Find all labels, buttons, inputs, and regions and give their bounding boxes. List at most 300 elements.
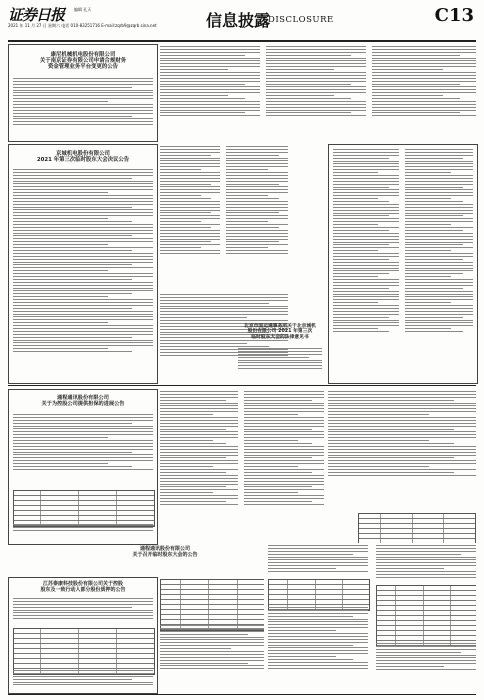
text-line (244, 455, 324, 456)
table-cell (117, 506, 154, 510)
text-line (13, 454, 153, 455)
text-line (226, 160, 288, 161)
text-line (13, 256, 153, 257)
table-cell (377, 621, 396, 625)
text-line (226, 152, 288, 153)
text-line (268, 571, 368, 572)
text-line (160, 400, 226, 401)
text-line (13, 192, 108, 193)
text-line (160, 429, 226, 430)
text-line (226, 178, 288, 179)
notice-title-d: 通程通讯股份有限公司 关于为控股公司提供担保的进展公告 (41, 395, 125, 407)
text-line (226, 158, 288, 159)
text-line (160, 52, 260, 53)
section-title: 信息披露 (206, 11, 271, 30)
table-cell (377, 586, 396, 590)
table-cell (238, 590, 264, 594)
text-line (226, 221, 268, 222)
text-line (13, 428, 153, 429)
text-line (226, 169, 268, 170)
table-cell (14, 634, 41, 638)
text-line (13, 175, 153, 176)
text-line (160, 66, 260, 67)
text-line (160, 158, 220, 159)
text-line (13, 110, 153, 111)
text-line (160, 431, 238, 432)
text-line (405, 184, 473, 185)
text-line (13, 351, 132, 352)
text-line (376, 646, 476, 647)
text-line (333, 239, 399, 240)
table-cell (424, 611, 451, 615)
table-cell (288, 590, 315, 594)
table-cell (316, 580, 343, 584)
text-line (226, 244, 288, 245)
text-line (238, 357, 309, 358)
text-line (244, 420, 324, 421)
notice-title-b: 京城机电股份有限公司 2021 年第三次临时股东大会决议公告 (36, 151, 130, 164)
table-cell (41, 496, 79, 500)
text-line (376, 551, 476, 552)
table-cell (41, 491, 79, 495)
text-line (160, 201, 220, 202)
text-line (376, 557, 476, 558)
text-line (13, 322, 108, 323)
text-line (333, 279, 399, 280)
text-line (372, 92, 476, 93)
table-cell (14, 506, 41, 510)
table-cell (14, 654, 41, 658)
text-line (244, 501, 312, 502)
text-line (244, 489, 324, 490)
text-line (266, 101, 366, 102)
table-cell (181, 600, 209, 604)
text-line (266, 63, 366, 64)
text-line (13, 302, 153, 303)
text-line (405, 215, 463, 216)
text-line (13, 615, 153, 616)
text-line (13, 598, 153, 599)
text-line (405, 262, 473, 263)
text-line (405, 195, 473, 196)
text-line (160, 434, 238, 435)
text-line (266, 89, 366, 90)
text-line (244, 492, 298, 493)
text-line (13, 244, 108, 245)
text-line (226, 212, 279, 213)
text-line (13, 235, 132, 236)
text-line (405, 305, 473, 306)
text-line (226, 166, 288, 167)
text-line (13, 328, 153, 329)
text-line (160, 437, 238, 438)
text-line (13, 172, 153, 173)
text-line (405, 230, 463, 231)
text-line (160, 224, 220, 225)
notice-body-c (238, 348, 322, 371)
text-line (266, 86, 366, 87)
text-line (226, 207, 288, 208)
text-line (160, 306, 288, 307)
text-line (333, 265, 399, 266)
text-line (405, 270, 473, 271)
text-line (160, 423, 238, 424)
text-line (13, 181, 153, 182)
text-line (13, 227, 153, 228)
table-cell (451, 611, 476, 615)
text-line (160, 192, 220, 193)
text-line (372, 49, 476, 50)
table-cell (79, 491, 117, 495)
text-line (13, 285, 153, 286)
table-cell (117, 654, 154, 658)
text-line (13, 95, 153, 96)
text-line (333, 299, 399, 300)
table-cell (381, 524, 413, 528)
text-line (13, 121, 153, 122)
text-line (160, 152, 220, 153)
table-cell (41, 644, 79, 648)
text-line (405, 282, 473, 283)
table-cell (14, 659, 41, 663)
table-cell (451, 616, 476, 620)
text-line (333, 244, 389, 245)
text-line (372, 107, 476, 108)
text-line (160, 160, 220, 161)
text-line (13, 224, 153, 225)
body-column (372, 46, 476, 118)
text-line (328, 455, 476, 456)
text-line (13, 524, 153, 525)
table-cell (14, 491, 41, 495)
table-cell (424, 591, 451, 595)
text-line (376, 655, 476, 656)
notice-right-column (328, 144, 478, 384)
table-cell (79, 634, 117, 638)
text-line (244, 437, 324, 438)
text-line (405, 192, 473, 193)
text-line (13, 247, 153, 248)
table-cell (79, 629, 117, 633)
text-line (268, 568, 336, 569)
text-line (160, 405, 238, 406)
text-line (160, 207, 220, 208)
text-line (160, 492, 213, 493)
text-line (160, 101, 260, 102)
text-line (372, 86, 476, 87)
table-cell (316, 600, 343, 604)
text-line (160, 634, 248, 635)
masthead-rule (8, 40, 476, 42)
text-line (160, 481, 238, 482)
text-line (405, 276, 451, 277)
table-cell (209, 580, 237, 584)
text-line (376, 565, 476, 566)
table-cell (424, 606, 451, 610)
text-line (268, 554, 353, 555)
text-line (333, 163, 399, 164)
text-line (226, 149, 288, 150)
text-line (405, 178, 473, 179)
text-line (268, 668, 368, 669)
text-line (244, 452, 324, 453)
text-line (244, 397, 324, 398)
text-line (244, 426, 324, 427)
table-cell (396, 606, 423, 610)
table-cell (41, 654, 79, 658)
text-line (376, 663, 476, 664)
text-line (160, 668, 264, 669)
table-cell (424, 596, 451, 600)
text-line (13, 334, 153, 335)
text-line (268, 545, 368, 546)
table-cell (359, 539, 381, 543)
text-line (268, 607, 368, 608)
text-line (268, 624, 368, 625)
text-line (268, 642, 368, 643)
text-line (244, 405, 324, 406)
text-line (13, 198, 153, 199)
text-line (376, 548, 476, 549)
text-line (160, 233, 220, 234)
text-line (268, 645, 353, 646)
table-cell (396, 586, 423, 590)
text-line (13, 262, 153, 263)
text-line (226, 247, 268, 248)
text-line (226, 236, 288, 237)
text-line (376, 574, 476, 575)
text-line (13, 305, 153, 306)
table-cell (396, 616, 423, 620)
table-cell (161, 605, 181, 609)
body-column (160, 625, 264, 671)
text-line (328, 417, 476, 418)
text-line (13, 183, 153, 184)
right-table-bottom (376, 585, 476, 647)
text-line (226, 239, 288, 240)
text-line (13, 325, 153, 326)
text-line (13, 107, 153, 108)
text-line (405, 268, 473, 269)
text-line (405, 320, 473, 321)
text-line (333, 259, 389, 260)
text-line (333, 294, 399, 295)
text-line (160, 163, 220, 164)
table-cell (79, 659, 117, 663)
text-line (333, 322, 399, 323)
table-cell (444, 529, 475, 533)
text-line (333, 302, 378, 303)
text-line (268, 610, 368, 611)
table-cell (117, 496, 154, 500)
text-line (333, 282, 399, 283)
text-line (328, 475, 476, 476)
text-line (333, 308, 399, 309)
table-cell (181, 605, 209, 609)
section-title-en: DISCLOSURE (268, 15, 334, 25)
text-line (13, 610, 153, 611)
text-line (13, 308, 132, 309)
text-line (160, 446, 238, 447)
text-line (244, 423, 324, 424)
text-line (160, 317, 247, 318)
text-line (13, 250, 132, 251)
table-cell (41, 501, 79, 505)
text-line (333, 256, 399, 257)
text-line (376, 657, 476, 658)
table-cell (181, 585, 209, 589)
text-line (405, 201, 463, 202)
text-line (333, 320, 399, 321)
text-line (226, 230, 288, 231)
masthead (8, 4, 476, 40)
text-line (405, 250, 451, 251)
text-line (160, 343, 247, 344)
text-line (328, 397, 476, 398)
text-line (13, 431, 153, 432)
table-cell (41, 639, 79, 643)
text-line (405, 288, 463, 289)
text-line (328, 449, 476, 450)
text-line (244, 484, 324, 485)
text-line (160, 98, 245, 99)
table-cell (14, 501, 41, 505)
text-line (160, 484, 238, 485)
table-cell (359, 529, 381, 533)
text-line (405, 302, 451, 303)
table-cell (181, 620, 209, 624)
section-divider (8, 385, 476, 386)
table-cell (269, 580, 288, 584)
text-line (13, 469, 153, 470)
table-cell (381, 539, 413, 543)
table-cell (451, 626, 476, 630)
text-line (238, 368, 322, 369)
table-cell (424, 601, 451, 605)
text-line (226, 184, 279, 185)
table-cell (451, 586, 476, 590)
text-line (13, 241, 153, 242)
table-cell (269, 585, 288, 589)
text-line (268, 647, 368, 648)
text-line (333, 189, 399, 190)
table-cell (14, 629, 41, 633)
text-line (244, 391, 324, 392)
text-line (405, 285, 473, 286)
table-cell (117, 639, 154, 643)
text-line (13, 290, 153, 291)
text-line (405, 256, 473, 257)
table-cell (79, 496, 117, 500)
text-line (13, 342, 153, 343)
table-cell (79, 654, 117, 658)
text-line (13, 426, 153, 427)
text-line (244, 414, 298, 415)
text-line (328, 457, 454, 458)
text-line (333, 187, 389, 188)
text-line (244, 466, 298, 467)
text-line (13, 676, 153, 677)
text-line (160, 463, 238, 464)
text-line (160, 475, 238, 476)
table-cell (14, 649, 41, 653)
text-line (160, 504, 238, 505)
text-line (266, 75, 366, 76)
table-cell (41, 659, 79, 663)
table-cell (209, 620, 237, 624)
table-cell (377, 636, 396, 640)
text-line (160, 95, 228, 96)
text-line (244, 472, 312, 473)
text-line (405, 236, 473, 237)
text-line (405, 158, 463, 159)
text-line (160, 472, 226, 473)
table-cell (209, 605, 237, 609)
text-line (160, 300, 288, 301)
text-line (226, 146, 288, 147)
table-cell (41, 511, 79, 515)
text-line (13, 113, 153, 114)
text-line (405, 279, 473, 280)
text-line (333, 296, 399, 297)
text-line (160, 631, 264, 632)
text-line (13, 446, 153, 447)
text-line (160, 198, 211, 199)
notice-body-f-tail (13, 670, 153, 687)
text-line (333, 325, 399, 326)
text-line (268, 565, 368, 566)
footer-rule (8, 694, 476, 695)
table-cell (238, 595, 264, 599)
text-line (268, 630, 336, 631)
text-line (160, 60, 260, 61)
table-cell (238, 600, 264, 604)
text-line (333, 158, 389, 159)
text-line (333, 207, 399, 208)
text-line (328, 452, 476, 453)
table-cell (451, 601, 476, 605)
editor-credit: 编辑 孔天 (74, 7, 92, 12)
text-line (376, 571, 476, 572)
text-line (160, 104, 260, 105)
text-line (238, 348, 322, 349)
table-cell (288, 580, 315, 584)
table-cell (79, 639, 117, 643)
text-line (266, 92, 366, 93)
table-cell (396, 636, 423, 640)
body-column (160, 46, 260, 118)
text-line (333, 253, 399, 254)
text-line (266, 84, 351, 85)
text-line (160, 92, 260, 93)
table-cell (377, 606, 396, 610)
text-line (244, 440, 298, 441)
table-cell (117, 664, 154, 668)
table-cell (117, 649, 154, 653)
text-line (333, 331, 389, 332)
text-line (333, 161, 399, 162)
text-line (268, 662, 368, 663)
text-line (160, 221, 201, 222)
page-number: C13 (434, 5, 474, 26)
text-line (13, 90, 153, 91)
body-column (268, 545, 368, 574)
text-line (160, 107, 260, 108)
text-line (160, 112, 245, 113)
text-line (226, 210, 288, 211)
table-cell (424, 636, 451, 640)
text-line (405, 155, 473, 156)
